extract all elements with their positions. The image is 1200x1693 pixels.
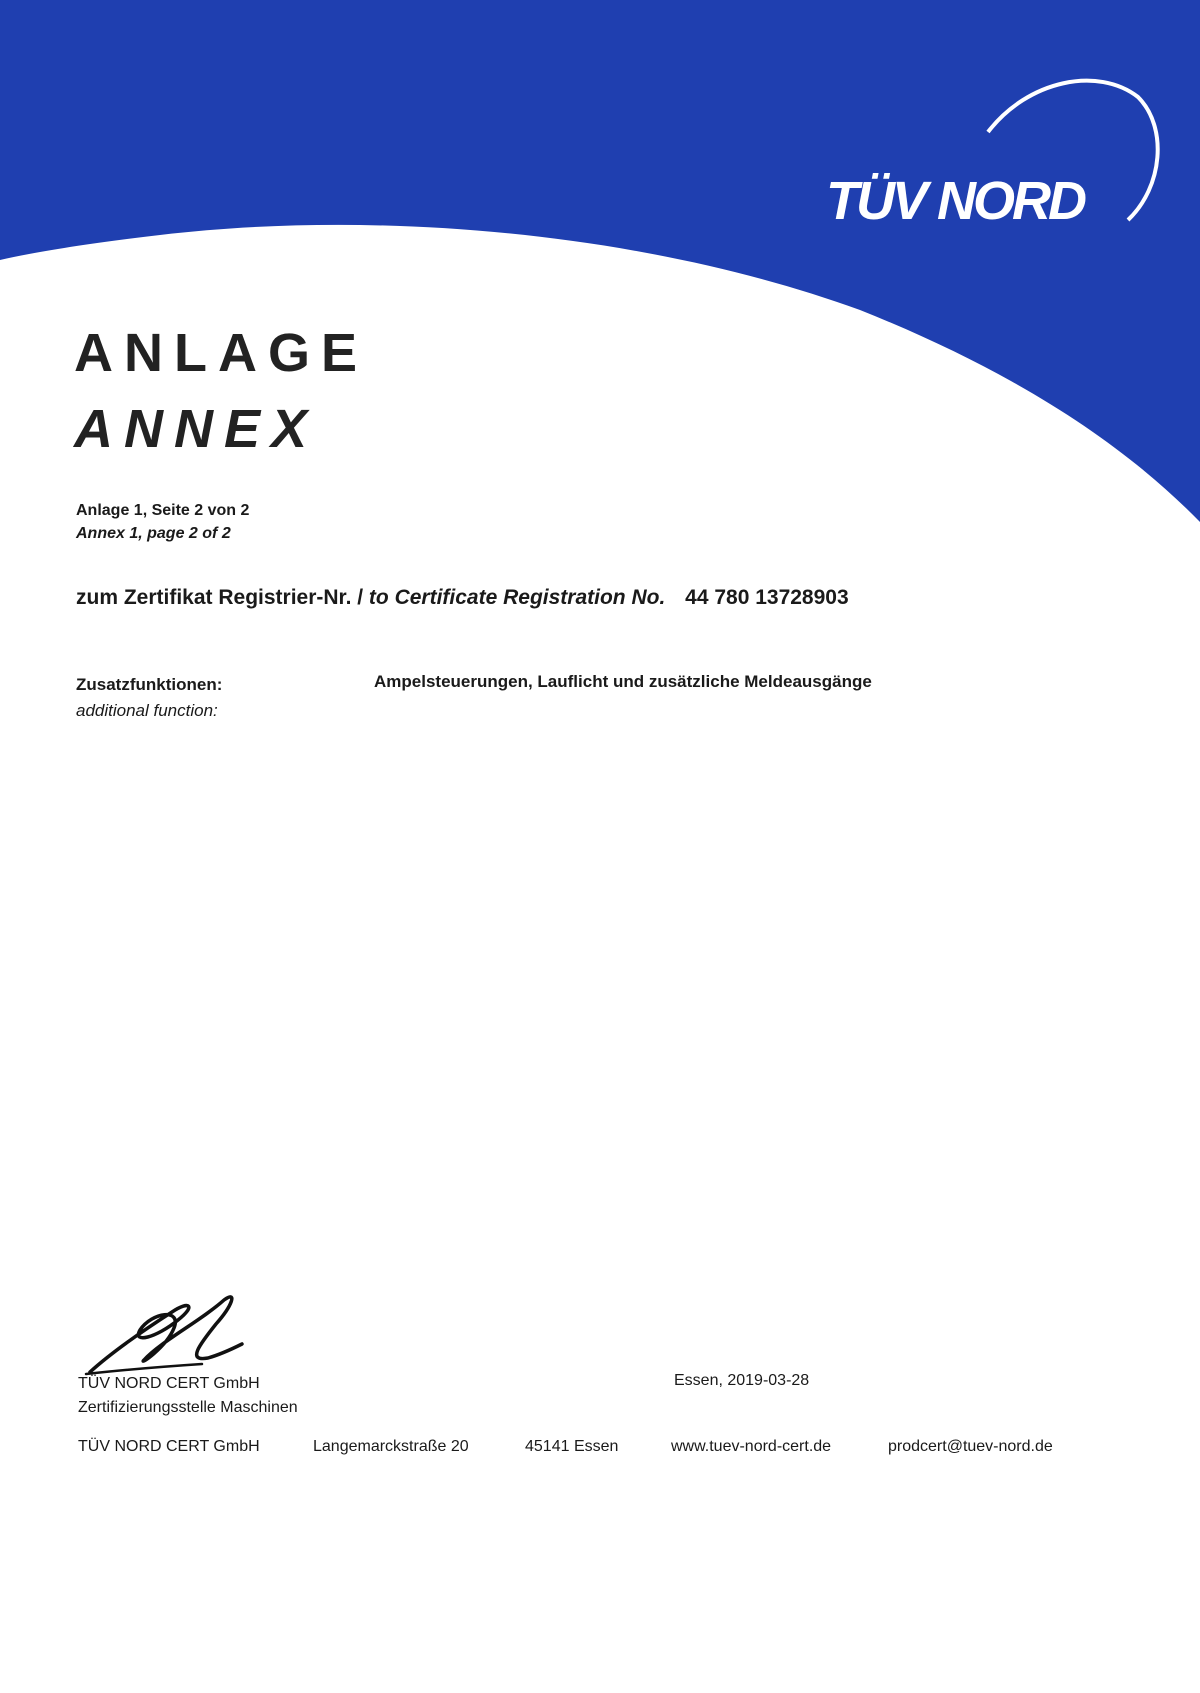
cert-number: 44 780 13728903 xyxy=(685,586,849,609)
cert-label-german: zum Zertifikat Registrier-Nr. / xyxy=(76,586,364,609)
function-value: Ampelsteuerungen, Lauflicht und zusätzliche Meldeausgänge xyxy=(374,672,872,691)
cert-label-english: to Certificate Registration No. xyxy=(368,586,666,609)
function-label-german: Zusatzfunktionen: xyxy=(76,675,223,694)
issuer-department: Zertifizierungsstelle Maschinen xyxy=(78,1399,298,1416)
page-reference xyxy=(76,499,249,545)
footer-city: 45141 Essen xyxy=(525,1438,619,1455)
function-label-english: additional function: xyxy=(76,701,218,720)
page-ref-german: Anlage 1, Seite 2 von 2 xyxy=(76,502,250,519)
footer-website[interactable]: www.tuev-nord-cert.de xyxy=(671,1438,832,1455)
issuer-company: TÜV NORD CERT GmbH xyxy=(78,1375,260,1392)
place-date: Essen, 2019-03-28 xyxy=(674,1372,810,1389)
footer-email[interactable]: prodcert@tuev-nord.de xyxy=(888,1438,1053,1455)
title-german: ANLAGE xyxy=(74,323,368,383)
signature xyxy=(82,1290,252,1380)
additional-function-labels xyxy=(76,672,222,724)
tuv-nord-logo xyxy=(818,72,1168,242)
title-english: ANNEX xyxy=(74,399,319,459)
certificate-reference xyxy=(76,586,849,610)
footer-street: Langemarckstraße 20 xyxy=(313,1438,469,1455)
page-ref-english: Annex 1, page 2 of 2 xyxy=(76,525,231,542)
logo-wordmark: TÜV NORD xyxy=(826,171,1084,231)
footer-company: TÜV NORD CERT GmbH xyxy=(78,1438,260,1455)
issuer-block xyxy=(78,1372,298,1420)
